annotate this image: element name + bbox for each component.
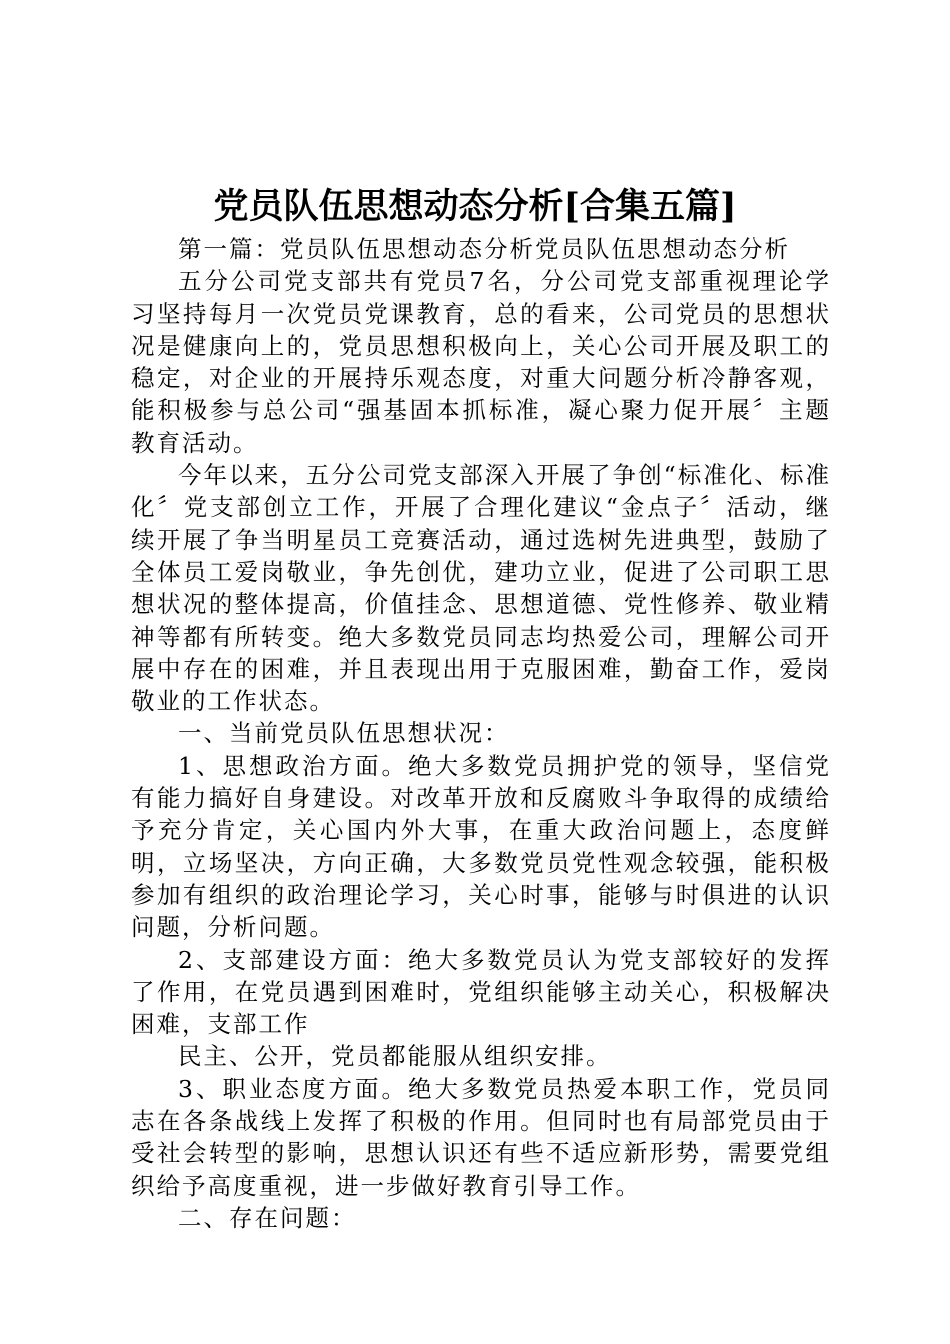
section-heading-problems: 二、存在问题：: [178, 1203, 357, 1232]
paragraph-branch-building: 2、支部建设方面：绝大多数党员认为党支部较好的发挥了作用，在党员遇到困难时，党组织能够主动关心，积极解决困难，支部工作: [131, 945, 831, 1039]
paragraph-chapter-heading: 第一篇：党员队伍思想动态分析党员队伍思想动态分析: [178, 235, 790, 263]
document-title: 党员队伍思想动态分析[合集五篇]: [213, 186, 737, 227]
section-heading-current-status: 一、当前党员队伍思想状况：: [178, 719, 510, 748]
paragraph-political: 1、思想政治方面。绝大多数党员拥护党的领导，坚信党有能力搞好自身建设。对改革开放和反腐败斗争取得的成绩给予充分肯定，关心国内外大事，在重大政治问题上，态度鲜明，立场坚决，方向正确，大多数党员党性观念较强，能积极参加有组织的政治理论学习，关心时事，能够与时俱进的认识问题，分析问题。: [131, 751, 831, 942]
paragraph-intro: 五分公司党支部共有党员7名，分公司党支部重视理论学习坚持每月一次党员党课教育，总的看来，公司党员的思想状况是健康向上的，党员思想积极向上，关心公司开展及职工的稳定，对企业的开展持乐观态度，对重大问题分析冷静客观，能积极参与总公司“强基固本抓标准，凝心聚力促开展〞主题教育活动。: [131, 267, 831, 457]
paragraph-work-attitude: 3、职业态度方面。绝大多数党员热爱本职工作，党员同志在各条战线上发挥了积极的作用。但同时也有局部党员由于受社会转型的影响，思想认识还有些不适应新形势，需要党组织给予高度重视，进一步做好教育引导工作。: [131, 1074, 831, 1200]
paragraph-this-year: 今年以来，五分公司党支部深入开展了争创“标准化、标准化〞党支部创立工作，开展了合理化建议“金点子〞活动，继续开展了争当明星员工竞赛活动，通过选树先进典型，鼓励了全体员工爱岗敬业，争先创优，建功立业，促进了公司职工思想状况的整体提高，价值挂念、思想道德、党性修养、敬业精神等都有所转变。绝大多数党员同志均热爱公司，理解公司开展中存在的困难，并且表现出用于克服困难，勤奋工作，爱岗敬业的工作状态。: [131, 461, 831, 716]
document-body: [131, 233, 831, 1234]
paragraph-branch-building-cont: 民主、公开，党员都能服从组织安排。: [178, 1042, 612, 1071]
